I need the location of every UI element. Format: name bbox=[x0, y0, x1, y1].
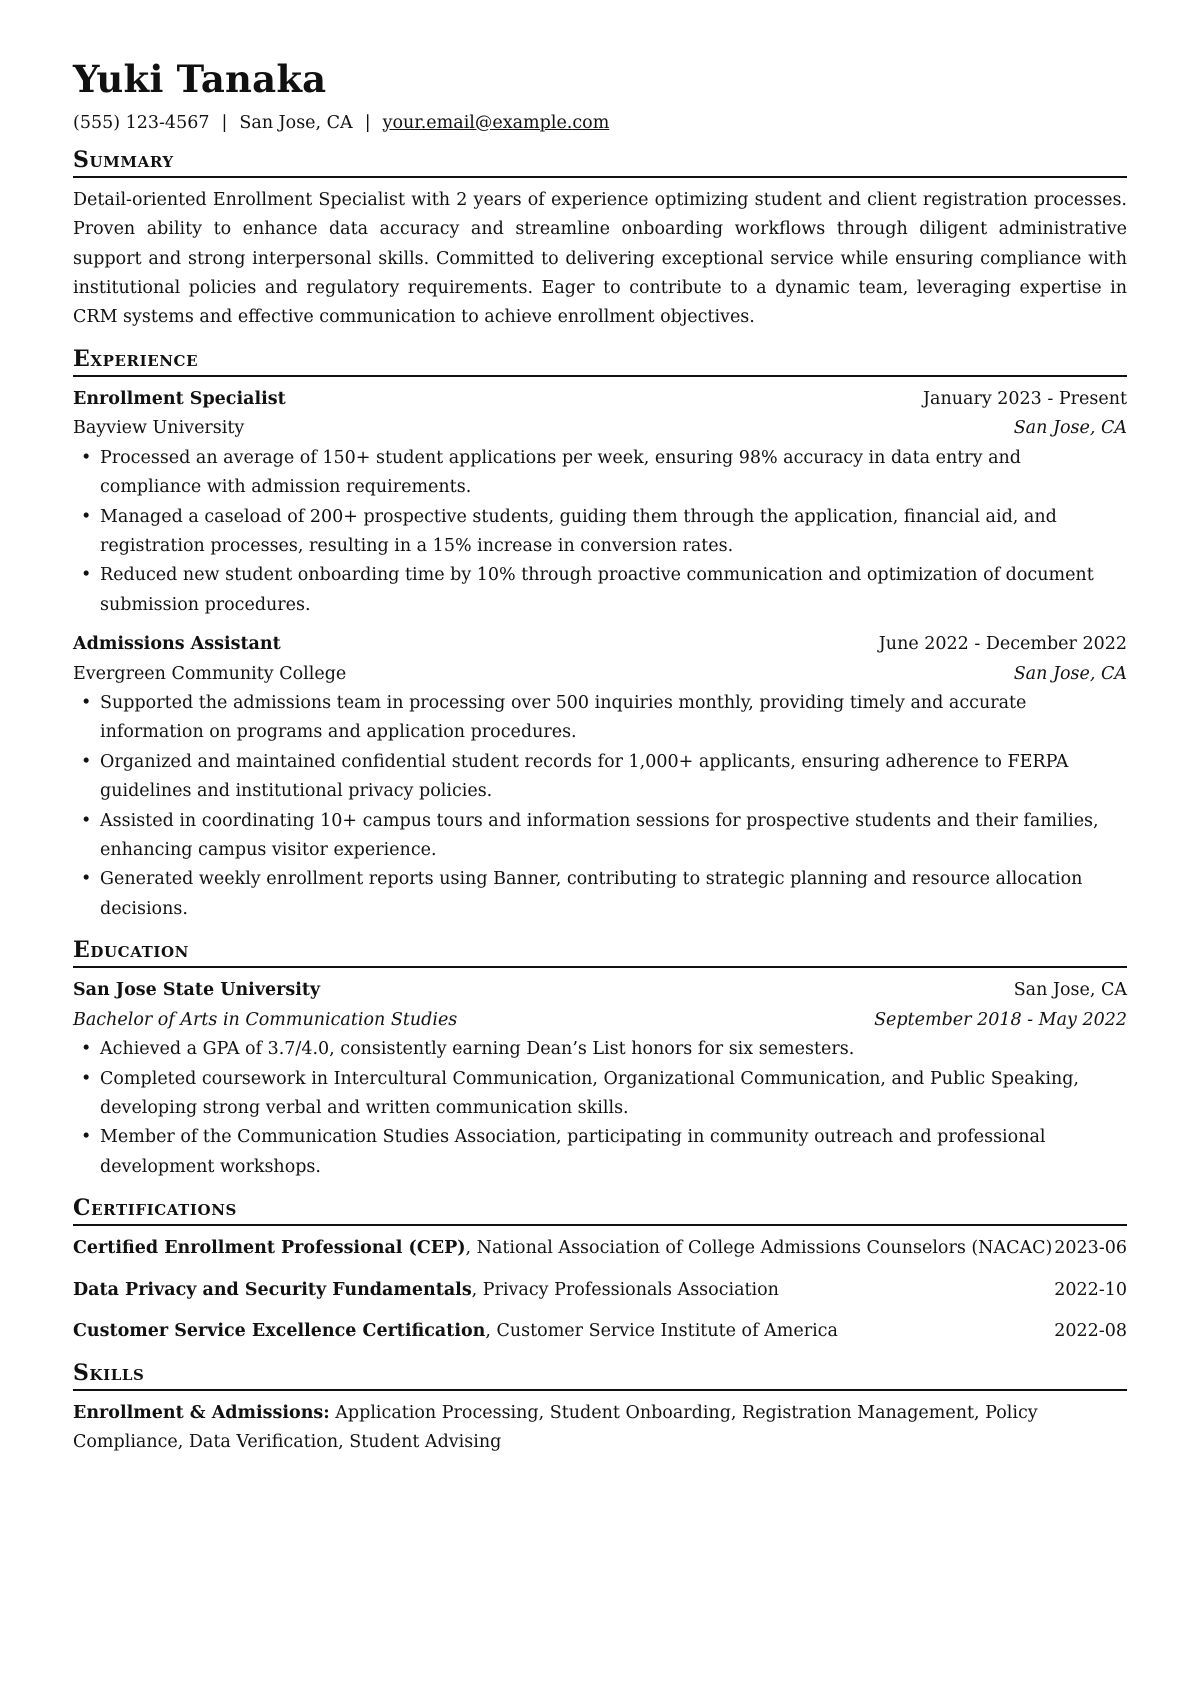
education-section bbox=[73, 938, 1127, 1182]
certification-item bbox=[73, 1276, 1127, 1305]
bullet-item: • Supported the admissions team in processing over 500 inquiries monthly, providing timely and accurate information on programs and application procedures. bbox=[73, 689, 1127, 748]
bullet-item: • Assisted in coordinating 10+ campus tours and information sessions for prospective students and their families, enhancing campus visitor experience. bbox=[73, 807, 1127, 866]
education-bullets bbox=[73, 1035, 1127, 1182]
separator: | bbox=[364, 112, 371, 133]
email-link[interactable]: your.email@example.com bbox=[382, 112, 610, 133]
school-location: San Jose, CA bbox=[1013, 980, 1127, 1001]
certification-issuer: , Customer Service Institute of America bbox=[485, 1321, 838, 1342]
certification-date: 2023-06 bbox=[1054, 1238, 1127, 1259]
education-dates: September 2018 - May 2022 bbox=[874, 1009, 1127, 1030]
bullet-item: • Completed coursework in Intercultural Communication, Organizational Communication, and Public Speaking, developing strong verbal and written communication skills. bbox=[73, 1065, 1127, 1124]
job-location: San Jose, CA bbox=[1013, 663, 1127, 684]
job-dates: January 2023 - Present bbox=[923, 388, 1127, 409]
certification-issuer: , National Association of College Admissions Counselors (NACAC) bbox=[465, 1238, 1053, 1259]
skill-category-label: Enrollment & Admissions: bbox=[73, 1402, 330, 1423]
candidate-name: Yuki Tanaka bbox=[73, 57, 327, 101]
experience-section bbox=[73, 347, 1127, 925]
section-title: Skills bbox=[73, 1359, 145, 1386]
section-title: Education bbox=[73, 937, 189, 964]
employer: Bayview University bbox=[73, 418, 245, 439]
bullet-item: • Reduced new student onboarding time by 10% through proactive communication and optimization of document submission procedures. bbox=[73, 561, 1127, 620]
resume-page bbox=[73, 58, 1127, 1458]
summary-section bbox=[73, 148, 1127, 333]
job-entry bbox=[73, 630, 1127, 924]
school-name: San Jose State University bbox=[73, 980, 321, 1001]
certification-item bbox=[73, 1317, 1127, 1346]
separator: | bbox=[221, 112, 228, 133]
job-bullets bbox=[73, 444, 1127, 620]
job-bullets bbox=[73, 689, 1127, 924]
summary-text: Detail-oriented Enrollment Specialist with 2 years of experience optimizing student and client registration processes. Proven ability to enhance data accuracy and streamline onboarding workflows through diligent administrative support and strong interpersonal skills. Committed to delivering exceptional service while ensuring compliance with institutional policies and regulatory requirements. Eager to contribute to a dynamic team, leveraging expertise in CRM systems and effective communication to achieve enrollment objectives. bbox=[73, 189, 1127, 328]
degree: Bachelor of Arts in Communication Studies bbox=[73, 1009, 458, 1030]
section-divider bbox=[73, 966, 1127, 968]
bullet-item: • Member of the Communication Studies Association, participating in community outreach and professional development workshops. bbox=[73, 1123, 1127, 1182]
section-divider bbox=[73, 1224, 1127, 1226]
phone: (555) 123-4567 bbox=[73, 112, 210, 133]
job-entry bbox=[73, 385, 1127, 620]
certification-item bbox=[73, 1234, 1127, 1263]
skill-category-items: Application Processing, Student Onboarding, Registration Management, Policy Compliance, Data Verification, Student Advising bbox=[73, 1402, 1038, 1453]
skill-category bbox=[73, 1399, 1127, 1458]
education-entry bbox=[73, 976, 1127, 1182]
section-title: Summary bbox=[73, 146, 174, 173]
section-title: Experience bbox=[73, 345, 199, 372]
certification-issuer: , Privacy Professionals Association bbox=[471, 1279, 779, 1300]
certification-date: 2022-10 bbox=[1054, 1279, 1127, 1300]
certification-name: Certified Enrollment Professional (CEP) bbox=[73, 1238, 466, 1259]
job-dates: June 2022 - December 2022 bbox=[878, 634, 1127, 655]
bullet-item: • Organized and maintained confidential student records for 1,000+ applicants, ensuring adherence to FERPA guidelines and institutional privacy policies. bbox=[73, 748, 1127, 807]
job-title: Admissions Assistant bbox=[73, 634, 281, 655]
section-title: Certifications bbox=[73, 1195, 237, 1222]
job-location: San Jose, CA bbox=[1013, 418, 1127, 439]
location: San Jose, CA bbox=[239, 112, 353, 133]
section-divider bbox=[73, 1389, 1127, 1391]
job-title: Enrollment Specialist bbox=[73, 388, 286, 409]
bullet-item: • Processed an average of 150+ student applications per week, ensuring 98% accuracy in data entry and compliance with admission requirements. bbox=[73, 444, 1127, 503]
certifications-section bbox=[73, 1196, 1127, 1346]
skills-section bbox=[73, 1361, 1127, 1458]
certification-date: 2022-08 bbox=[1054, 1321, 1127, 1342]
contact-line bbox=[73, 113, 1127, 134]
employer: Evergreen Community College bbox=[73, 663, 347, 684]
bullet-item: • Managed a caseload of 200+ prospective students, guiding them through the application, financial aid, and registration processes, resulting in a 15% increase in conversion rates. bbox=[73, 503, 1127, 562]
certification-name: Customer Service Excellence Certification bbox=[73, 1321, 486, 1342]
section-divider bbox=[73, 375, 1127, 377]
bullet-item: • Generated weekly enrollment reports using Banner, contributing to strategic planning and resource allocation decisions. bbox=[73, 865, 1127, 924]
section-divider bbox=[73, 176, 1127, 178]
bullet-item: • Achieved a GPA of 3.7/4.0, consistently earning Dean’s List honors for six semesters. bbox=[73, 1035, 1127, 1064]
certification-name: Data Privacy and Security Fundamentals bbox=[73, 1279, 472, 1300]
